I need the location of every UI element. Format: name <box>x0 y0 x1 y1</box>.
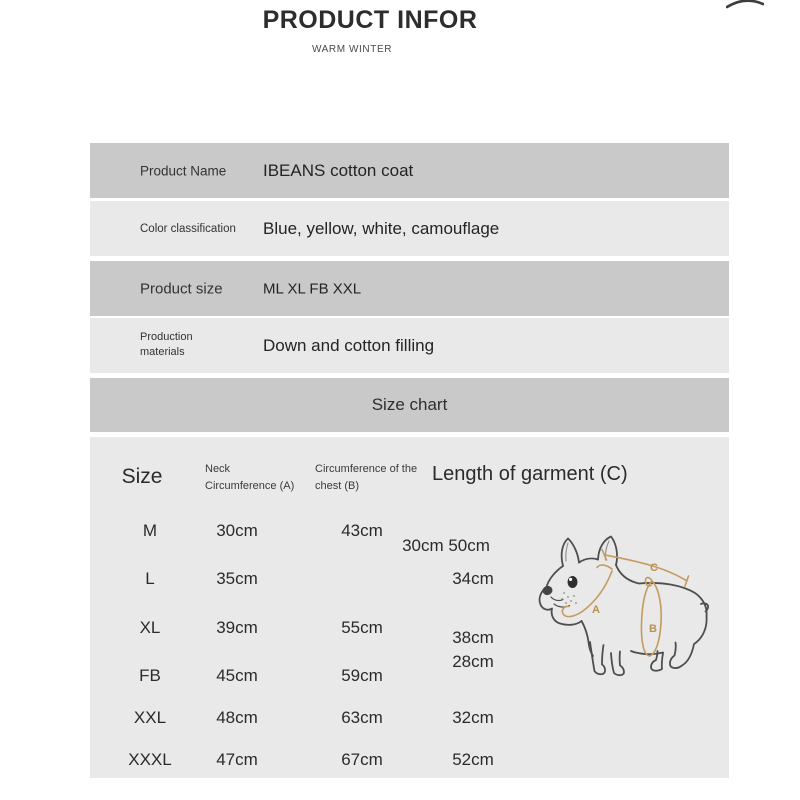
neck-cell-xl: 39cm <box>216 618 258 637</box>
length-cell-xxl: 32cm <box>452 708 494 727</box>
chest-cell-fb: 59cm <box>341 666 383 685</box>
info-row-color-classification <box>90 201 729 256</box>
dog-outline <box>540 537 709 676</box>
page-title: PRODUCT INFOR <box>262 6 478 34</box>
neck-cell-xxxl: 47cm <box>216 750 258 769</box>
info-row-production-materials <box>90 318 729 373</box>
info-row-product-size <box>90 261 729 316</box>
size-cell-xl: XL <box>139 618 161 637</box>
chest-cell-xl: 55cm <box>341 618 383 637</box>
column-header-chest <box>315 461 417 494</box>
info-row-product-name <box>90 143 729 198</box>
length-cell-fb: 28cm <box>452 652 494 671</box>
column-header-size: Size <box>121 465 163 488</box>
product-size-value: ML XL FB XXL <box>263 280 362 297</box>
column-header-chest-line1: Circumference of the <box>315 463 418 475</box>
corner-arc-decoration <box>726 0 764 9</box>
neck-cell-l: 35cm <box>216 569 258 588</box>
measure-label-c: C <box>650 562 658 574</box>
neck-cell-m: 30cm <box>216 521 258 540</box>
neck-cell-fb: 45cm <box>216 666 258 685</box>
length-cell-m-extra: 30cm 50cm <box>402 536 490 555</box>
size-cell-m: M <box>142 521 158 540</box>
product-name-label: Product Name <box>140 163 227 178</box>
dog-nose <box>541 585 553 597</box>
column-header-chest-line2: chest (B) <box>315 479 360 492</box>
page-subtitle: WARM WINTER <box>311 44 393 55</box>
size-cell-xxl: XXL <box>133 708 167 727</box>
chest-cell-xxl: 63cm <box>341 708 383 727</box>
color-classification-value: Blue, yellow, white, camouflage <box>263 218 500 238</box>
neck-cell-xxl: 48cm <box>216 708 258 727</box>
color-classification-label: Color classification <box>140 222 236 235</box>
chest-cell-xxxl: 67cm <box>341 750 383 769</box>
size-chart-panel <box>90 437 729 778</box>
production-materials-label: Production materials <box>140 330 193 359</box>
product-size-label: Product size <box>140 280 223 297</box>
size-cell-xxxl: XXXL <box>128 750 172 769</box>
chest-cell-m: 43cm <box>341 521 383 540</box>
dog-measurement-diagram-icon <box>535 535 713 685</box>
size-cell-l: L <box>145 569 155 588</box>
size-cell-fb: FB <box>139 666 161 685</box>
dog-eye-glint <box>569 578 572 581</box>
size-chart-title: Size chart <box>371 395 448 414</box>
dog-freckles <box>561 592 577 604</box>
measure-label-b: B <box>649 623 657 635</box>
length-cell-xxxl: 52cm <box>452 750 494 769</box>
product-name-value: IBEANS cotton coat <box>263 160 414 180</box>
measurement-lines <box>562 550 688 657</box>
length-cell-l: 34cm <box>452 569 494 588</box>
column-header-neck <box>205 461 294 494</box>
size-chart-title-row <box>90 378 729 432</box>
column-header-neck-line2: Circumference (A) <box>205 479 295 492</box>
length-cell-xl: 38cm <box>452 628 494 647</box>
column-header-neck-line1: Neck <box>205 463 231 475</box>
dog-eye <box>568 576 578 588</box>
column-header-length: Length of garment (C) <box>432 463 628 485</box>
production-materials-value: Down and cotton filling <box>263 335 435 355</box>
measure-label-a: A <box>592 604 600 616</box>
